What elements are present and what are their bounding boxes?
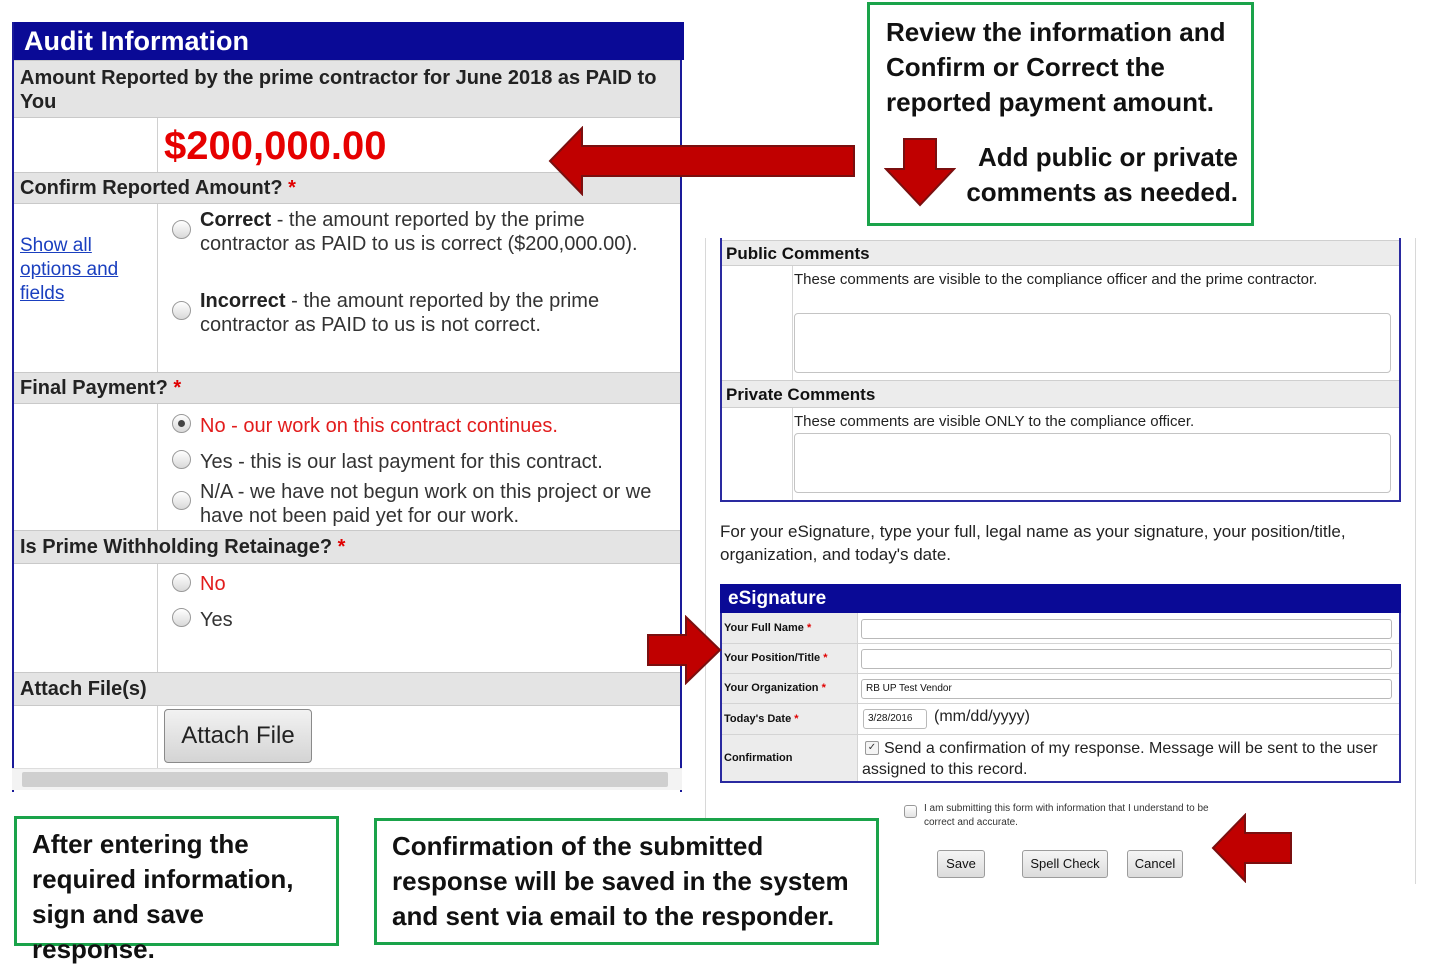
final-yes-radio[interactable] [172, 450, 191, 469]
date-input[interactable]: 3/28/2016 [863, 709, 927, 729]
row-divider [722, 643, 1399, 644]
amount-reported-text: Amount Reported by the prime contractor for June 2018 as PAID to You [20, 67, 657, 113]
final-no-label: No - our work on this contract continues. [200, 415, 558, 437]
final-payment-label-cell [14, 404, 158, 530]
confirmation-label: Confirmation [724, 752, 793, 764]
incorrect-radio[interactable] [172, 301, 191, 320]
final-na-label: N/A - we have not begun work on this project or we have not been paid yet for our work. [200, 481, 652, 527]
organization-label [724, 682, 826, 694]
scrollbar-thumb[interactable] [22, 772, 668, 787]
incorrect-option-label [200, 289, 678, 337]
confirmation-checkbox[interactable]: ✓ [865, 741, 879, 755]
retainage-yes-radio[interactable] [172, 608, 191, 627]
private-comments-textarea[interactable] [794, 433, 1391, 493]
row-divider [722, 734, 1399, 735]
final-payment-label [14, 372, 680, 404]
amount-reported-label [14, 60, 680, 118]
cancel-button[interactable]: Cancel [1127, 850, 1183, 878]
retainage-no-radio[interactable] [172, 573, 191, 592]
required-mark: * [823, 652, 828, 664]
confirm-label-cell [14, 204, 158, 372]
callout-confirmation-text: Confirmation of the submitted response will be saved in the system and sent via email to the responder. [392, 831, 849, 931]
audit-panel-title: Audit Information [14, 22, 684, 60]
required-mark: * [173, 377, 182, 399]
confirmation-text: Send a confirmation of my response. Message will be sent to the user assigned to this record. [862, 740, 1378, 778]
public-comments-textarea[interactable] [794, 313, 1391, 373]
final-yes-label: Yes - this is our last payment for this contract. [200, 451, 603, 473]
date-label [724, 713, 799, 725]
retainage-no-label: No [200, 573, 226, 595]
save-button[interactable]: Save [937, 850, 985, 878]
required-mark: * [806, 622, 812, 634]
callout-comments-text: Add public or private comments as needed. [966, 142, 1238, 207]
esignature-title: eSignature [720, 584, 1401, 613]
private-comments-label: Private Comments [722, 380, 1399, 408]
correct-option-label [200, 208, 678, 256]
callout-sign-save-text: After entering the required information, sign and save response. [32, 829, 294, 964]
attach-label-cell [14, 706, 158, 768]
final-payment-text: Final Payment? [20, 377, 168, 399]
full-name-label-text: Your Full Name [724, 622, 804, 634]
left-arrow-icon [548, 126, 858, 196]
final-no-radio[interactable] [172, 414, 191, 433]
right-panel-divider [705, 238, 706, 884]
required-mark: * [288, 177, 296, 199]
date-label-text: Today's Date [724, 713, 792, 725]
correct-radio[interactable] [172, 220, 191, 239]
attach-files-label [14, 672, 680, 706]
retainage-label [14, 530, 680, 564]
position-input[interactable] [861, 649, 1392, 669]
required-mark: * [794, 713, 799, 725]
row-divider [722, 673, 1399, 674]
retainage-label-cell [14, 564, 158, 672]
callout-sign-save [14, 816, 339, 964]
esignature-instructions: For your eSignature, type your full, legal name as your signature, your position/title, organization, and today's date. [720, 522, 1346, 564]
amount-label-cell [14, 118, 158, 172]
incorrect-option-bold: Incorrect [200, 290, 286, 312]
amount-value: $200,000.00 [164, 124, 387, 168]
organization-label-text: Your Organization [724, 682, 819, 694]
down-arrow-icon [884, 137, 956, 209]
esignature-table [720, 584, 1401, 783]
right-panel-edge [1415, 238, 1416, 884]
attestation-text: I am submitting this form with information that I understand to be correct and accurate. [924, 803, 1209, 828]
comments-table [720, 238, 1401, 502]
full-name-label [724, 622, 811, 634]
position-label-text: Your Position/Title [724, 652, 821, 664]
date-format-hint: (mm/dd/yyyy) [934, 708, 1030, 725]
right-arrow-icon [646, 615, 722, 685]
horizontal-scrollbar[interactable] [12, 768, 682, 790]
required-mark: * [821, 682, 826, 694]
public-comments-note: These comments are visible to the compliance officer and the prime contractor. [794, 271, 1318, 288]
full-name-input[interactable] [861, 619, 1392, 639]
callout-confirmation [374, 818, 879, 945]
show-all-options-link[interactable]: Show all options and fields [20, 235, 119, 304]
retainage-text: Is Prime Withholding Retainage? [20, 536, 333, 558]
comments-col-divider [792, 266, 793, 382]
attestation-checkbox[interactable] [904, 805, 917, 818]
position-label [724, 652, 828, 664]
confirm-amount-text: Confirm Reported Amount? [20, 177, 283, 199]
row-divider [722, 703, 1399, 704]
incorrect-option-text: - the amount reported by the prime contractor as PAID to us is not correct. [200, 290, 600, 336]
callout-review-confirm [867, 2, 1254, 226]
public-comments-label: Public Comments [722, 240, 1399, 266]
spell-check-button[interactable]: Spell Check [1022, 850, 1108, 878]
final-na-radio[interactable] [172, 491, 191, 510]
attach-files-text: Attach File(s) [20, 678, 147, 700]
comments-col-divider-2 [792, 408, 793, 500]
correct-option-bold: Correct [200, 209, 272, 231]
organization-input[interactable]: RB UP Test Vendor [861, 679, 1392, 699]
retainage-yes-label: Yes [200, 609, 233, 631]
callout-review-text: Review the information and Confirm or Correct the reported payment amount. [886, 17, 1226, 117]
left-arrow-small-icon [1211, 813, 1293, 883]
attach-file-button[interactable]: Attach File [164, 709, 312, 763]
private-comments-note: These comments are visible ONLY to the compliance officer. [794, 413, 1195, 430]
correct-option-text: - the amount reported by the prime contractor as PAID to us is correct ($200,000.00). [200, 209, 638, 255]
required-mark: * [337, 536, 346, 558]
